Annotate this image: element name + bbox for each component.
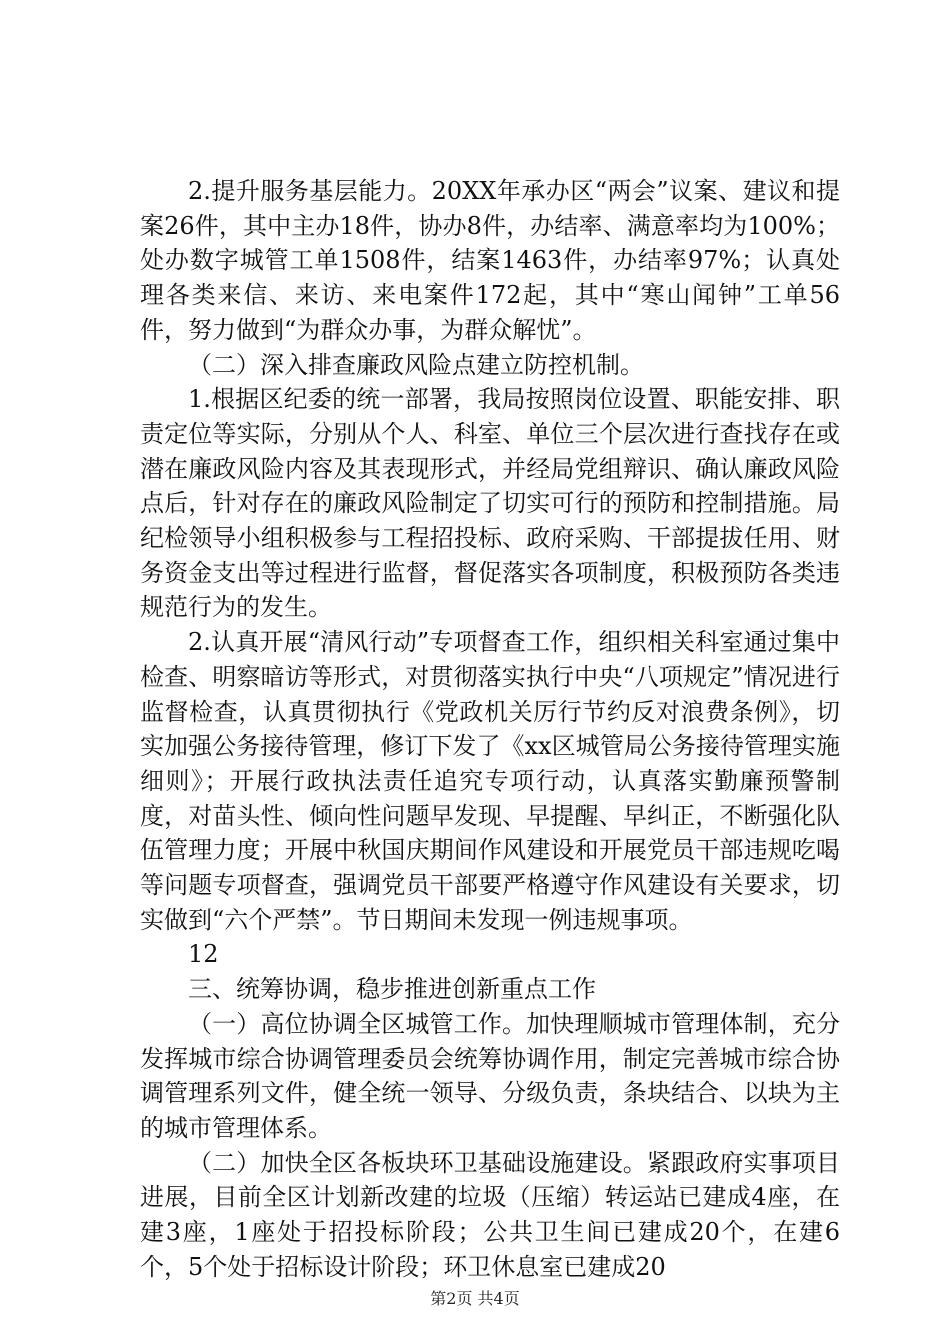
paragraph-clean-wind-action: 2.认真开展“清风行动”专项督查工作，组织相关科室通过集中检查、明察暗访等形式，对贯彻落实执行中央“八项规定”情况进行监督检查，认真贯彻执行《党政机关厉行节约反对浪费条例》，切实加强公务接待管理，修订下发了《xx区城管局公务接待管理实施细则》；开展行政执法责任追究专项行动，认真落实勤廉预警制度，对苗头性、倾向性问题早发现、早提醒、早纠正，不断强化队伍管理力度；开展中秋国庆期间作风建设和开展党员干部违规吃喝等问题专项督查，强调党员干部要严格遵守作风建设有关要求，切实做到“六个严禁”。节日期间未发现一例违规事项。 — [140, 628, 840, 934]
page-footer: 第2页 共4页 — [430, 1289, 520, 1308]
document-body — [140, 174, 840, 1285]
paragraph-risk-points: 1.根据区纪委的统一部署，我局按照岗位设置、职能安排、职责定位等实际，分别从个人、科室、单位三个层次进行查找存在或潜在廉政风险内容及其表现形式，并经局党组辩识、确认廉政风险点后，针对存在的廉政风险制定了切实可行的预防和控制措施。局纪检领导小组积极参与工程招投标、政府采购、干部提拔任用、财务资金支出等过程进行监督，督促落实各项制度，积极预防各类违规范行为的发生。 — [140, 385, 840, 622]
paragraph-sanitation-facilities: （二）加快全区各板块环卫基础设施建设。紧跟政府实事项目进展，目前全区计划新改建的垃圾（压缩）转运站已建成4座，在建3座，1座处于招投标阶段；公共卫生间已建成20个，在建6个，5个处于招标设计阶段；环卫休息室已建成20 — [140, 1148, 840, 1281]
paragraph-city-management: （一）高位协调全区城管工作。加快理顺城市管理体制，充分发挥城市综合协调管理委员会统筹协调作用，制定完善城市综合协调管理系列文件，健全统一领导、分级负责，条块结合、以块为主的城市管理体系。 — [140, 1009, 840, 1142]
section-heading-risk-control: （二）深入排查廉政风险点建立防控机制。 — [188, 350, 644, 379]
section-heading-coordination: 三、统筹协调，稳步推进创新重点工作 — [188, 975, 596, 1004]
stray-number: 12 — [188, 940, 219, 969]
paragraph-service-capacity: 2.提升服务基层能力。20XX年承办区“两会”议案、建议和提案26件，其中主办18件，协办8件，办结率、满意率均为100%；处办数字城管工单1508件，结案1463件，办结率97%；认真处理各类来信、来访、来电案件172起，其中“寒山闻钟”工单56件，努力做到“为群众办事，为群众解忧”。 — [140, 177, 840, 344]
